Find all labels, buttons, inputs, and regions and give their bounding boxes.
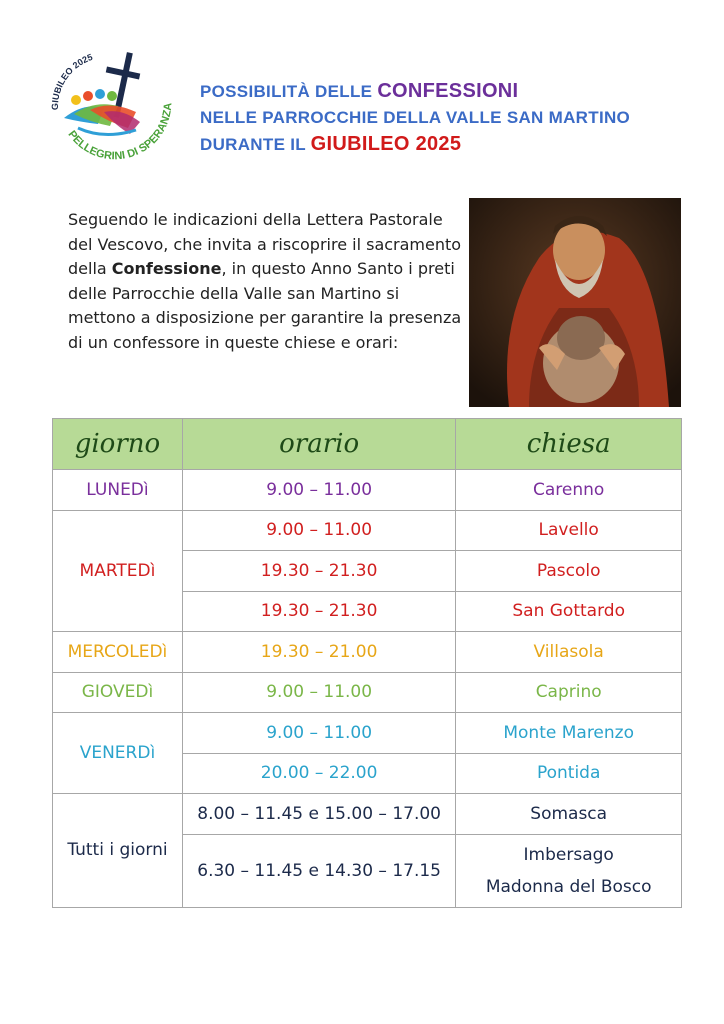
header-orario: orario — [182, 419, 455, 470]
chiesa-cell — [456, 834, 682, 907]
chiesa-line2: Madonna del Bosco — [485, 876, 652, 897]
chiesa-line1: Imbersago — [523, 844, 614, 865]
orario-cell: 9.00 – 11.00 — [182, 672, 455, 713]
table-row — [53, 510, 682, 551]
chiesa-cell: Somasca — [456, 794, 682, 835]
confession-schedule-table — [52, 418, 682, 908]
logo-bottom-text: PELLEGRINI DI SPERANZA — [65, 102, 174, 163]
day-martedi: MARTEDì — [53, 510, 183, 632]
title-line3: DURANTE IL — [200, 135, 311, 154]
page-title — [200, 78, 630, 158]
chiesa-cell: Lavello — [456, 510, 682, 551]
chiesa-cell: Caprino — [456, 672, 682, 713]
orario-cell: 9.00 – 11.00 — [182, 713, 455, 754]
prodigal-son-painting — [469, 198, 681, 407]
intro-text-2: , in questo Anno Santo i preti delle Parrocchie della Valle san Martino si mettono a disposizione per garantire la presenza di un confessore in queste chiese e orari: — [68, 259, 462, 352]
table-row — [53, 632, 682, 673]
orario-cell: 9.00 – 11.00 — [182, 470, 455, 511]
table-row — [53, 713, 682, 754]
day-giovedi: GIOVEDì — [53, 672, 183, 713]
chiesa-cell: Pontida — [456, 753, 682, 794]
header-giorno: giorno — [53, 419, 183, 470]
day-lunedi: LUNEDì — [53, 470, 183, 511]
orario-cell: 19.30 – 21.30 — [182, 551, 455, 592]
intro-text-1: Seguendo le indicazioni della Lettera Pastorale del Vescovo, che invita a riscoprire il sacramento della — [68, 210, 462, 278]
chiesa-cell: Pascolo — [456, 551, 682, 592]
day-tutti: Tutti i giorni — [53, 794, 183, 908]
orario-cell: 19.30 – 21.00 — [182, 632, 455, 673]
table-header-row — [53, 419, 682, 470]
orario-cell: 19.30 – 21.30 — [182, 591, 455, 632]
day-mercoledi: MERCOLEDì — [53, 632, 183, 673]
table-row — [53, 794, 682, 835]
intro-paragraph — [68, 208, 468, 355]
table-row — [53, 470, 682, 511]
header-chiesa: chiesa — [456, 419, 682, 470]
orario-cell: 6.30 – 11.45 e 14.30 – 17.15 — [182, 834, 455, 907]
orario-cell: 20.00 – 22.00 — [182, 753, 455, 794]
title-confessioni: CONFESSIONI — [377, 80, 519, 102]
intro-bold: Confessione — [111, 259, 222, 278]
orario-cell: 9.00 – 11.00 — [182, 510, 455, 551]
chiesa-cell: San Gottardo — [456, 591, 682, 632]
logo-top-text: GIUBILEO 2025 — [49, 51, 94, 111]
chiesa-cell: Monte Marenzo — [456, 713, 682, 754]
orario-cell: 8.00 – 11.45 e 15.00 – 17.00 — [182, 794, 455, 835]
title-line1: POSSIBILITÀ DELLE — [200, 82, 378, 101]
day-venerdi: VENERDì — [53, 713, 183, 794]
title-giubileo: GIUBILEO 2025 — [310, 133, 462, 155]
jubilee-logo — [44, 42, 174, 172]
chiesa-cell: Villasola — [456, 632, 682, 673]
title-line2: NELLE PARROCCHIE DELLA VALLE SAN MARTINO — [200, 108, 631, 127]
table-row — [53, 672, 682, 713]
chiesa-cell: Carenno — [456, 470, 682, 511]
